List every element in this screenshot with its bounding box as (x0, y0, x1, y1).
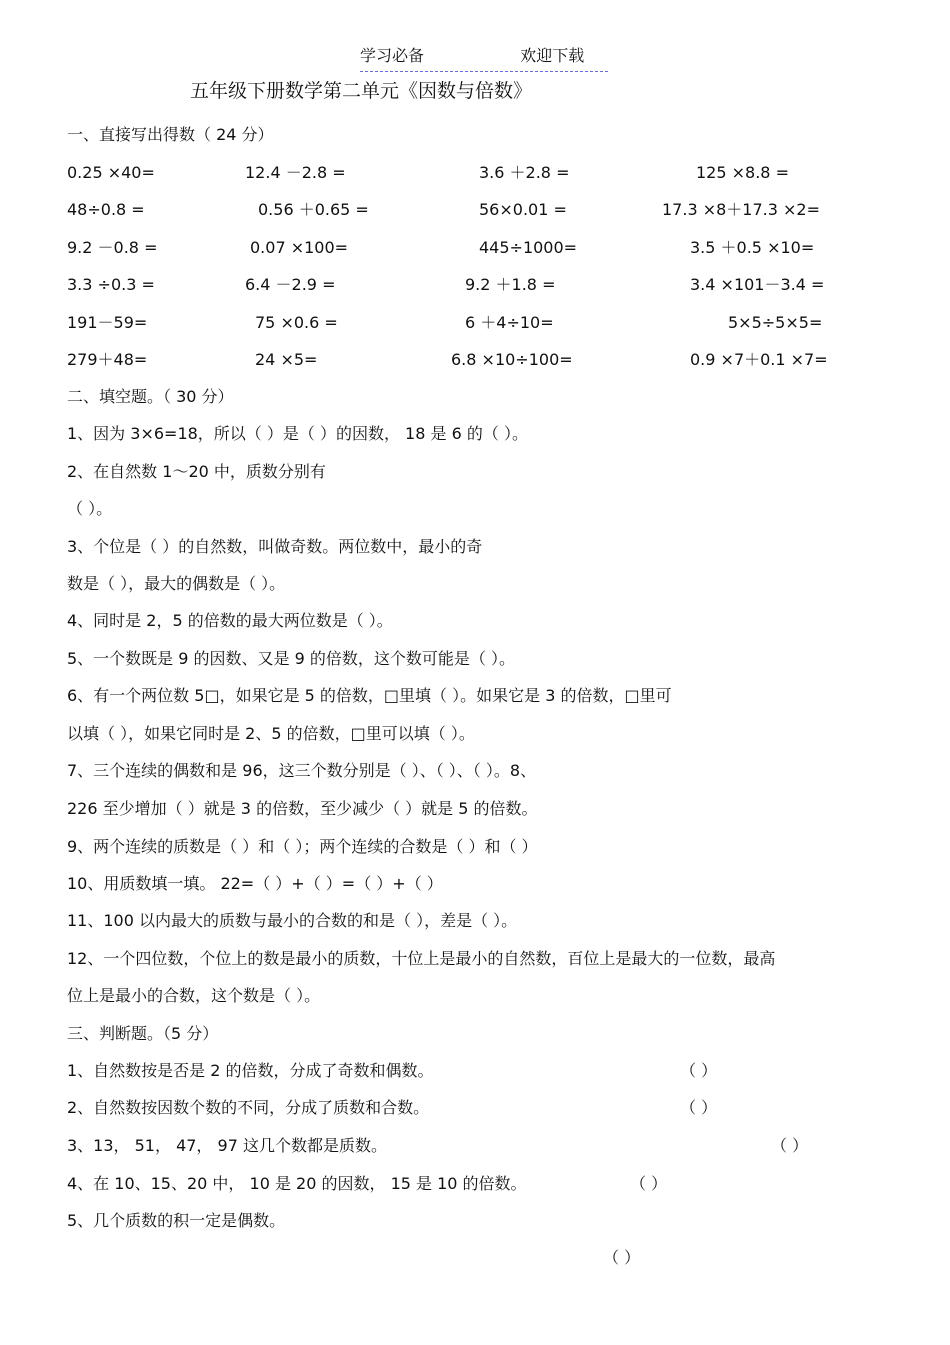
fill-line-16: 位上是最小的合数，这个数是（ ）。 (67, 986, 321, 1005)
calc-item: 6.8 ×10÷100= (451, 350, 573, 369)
fill-line-6: 4、同时是 2，5 的倍数的最大两位数是（ ）。 (67, 611, 393, 630)
fill-line-14: 11、100 以内最大的质数与最小的合数的和是（ ），差是（ ）。 (67, 911, 518, 930)
calc-item: 125 ×8.8 = (696, 163, 789, 182)
fill-line-1: 1、因为 3×6=18，所以（ ）是（ ）的因数， 18 是 6 的（ ）。 (67, 424, 528, 443)
fill-line-9: 以填（ ），如果它同时是 2、5 的倍数，□里可以填（ ）。 (67, 724, 475, 743)
calc-item: 48÷0.8 = (67, 200, 145, 219)
judge-answer-paren-3: （ ） (771, 1136, 809, 1155)
judge-item-4: 4、在 10、15、20 中， 10 是 20 的因数， 15 是 10 的倍数。 (67, 1174, 527, 1193)
calc-item: 3.3 ÷0.3 = (67, 275, 155, 294)
judge-answer-paren-2: （ ） (680, 1098, 718, 1117)
judge-answer-paren-5: （ ） (603, 1248, 641, 1267)
fill-line-4: 3、个位是（ ）的自然数，叫做奇数。两位数中，最小的奇 (67, 537, 483, 556)
calc-item: 9.2 －0.8 = (67, 238, 158, 257)
fill-line-11: 226 至少增加（ ）就是 3 的倍数，至少减少（ ）就是 5 的倍数。 (67, 799, 538, 818)
fill-line-5: 数是（ ），最大的偶数是（ ）。 (67, 574, 286, 593)
judge-answer-paren-1: （ ） (680, 1061, 718, 1080)
calc-item: 3.4 ×101－3.4 = (690, 275, 825, 294)
section3-heading: 三、判断题。（5 分） (67, 1024, 219, 1043)
calc-item: 191－59= (67, 313, 148, 332)
section1-heading: 一、直接写出得数（ 24 分） (67, 125, 274, 144)
judge-item-3: 3、13， 51， 47， 97 这几个数都是质数。 (67, 1136, 387, 1155)
calc-item: 0.56 ＋0.65 = (258, 200, 369, 219)
fill-line-8: 6、有一个两位数 5□，如果它是 5 的倍数，□里填（ ）。如果它是 3 的倍数，□里可 (67, 686, 672, 705)
fill-line-13: 10、用质数填一填。 22=（ ）+（ ）=（ ）+（ ） (67, 874, 443, 893)
fill-line-12: 9、两个连续的质数是（ ）和（ ）；两个连续的合数是（ ）和（ ） (67, 837, 538, 856)
fill-line-3: （ ）。 (67, 499, 113, 518)
calc-item: 75 ×0.6 = (255, 313, 338, 332)
judge-item-1: 1、自然数按是否是 2 的倍数，分成了奇数和偶数。 (67, 1061, 434, 1080)
page-title: 五年级下册数学第二单元《因数与倍数》 (190, 80, 533, 102)
calc-item: 5×5÷5×5= (728, 313, 823, 332)
calc-item: 279＋48= (67, 350, 148, 369)
calc-item: 445÷1000= (479, 238, 578, 257)
calc-item: 17.3 ×8＋17.3 ×2= (662, 200, 821, 219)
calc-item: 0.25 ×40= (67, 163, 155, 182)
calc-item: 6 ＋4÷10= (465, 313, 554, 332)
fill-line-7: 5、一个数既是 9 的因数、又是 9 的倍数，这个数可能是（ ）。 (67, 649, 515, 668)
calc-item: 9.2 ＋1.8 = (465, 275, 556, 294)
fill-line-2: 2、在自然数 1～20 中，质数分别有 (67, 462, 326, 481)
judge-answer-paren-4: （ ） (630, 1174, 668, 1193)
calc-item: 12.4 －2.8 = (245, 163, 346, 182)
fill-line-10: 7、三个连续的偶数和是 96，这三个数分别是（ ）、（ ）、（ ）。8、 (67, 761, 537, 780)
calc-item: 0.9 ×7＋0.1 ×7= (690, 350, 828, 369)
calc-item: 56×0.01 = (479, 200, 567, 219)
section2-heading: 二、填空题。（ 30 分） (67, 387, 234, 406)
judge-item-5: 5、几个质数的积一定是偶数。 (67, 1211, 286, 1230)
calc-item: 24 ×5= (255, 350, 318, 369)
calc-item: 0.07 ×100= (250, 238, 349, 257)
calc-item: 3.6 ＋2.8 = (479, 163, 570, 182)
calc-item: 3.5 ＋0.5 ×10= (690, 238, 815, 257)
fill-line-15: 12、一个四位数，个位上的数是最小的质数，十位上是最小的自然数，百位上是最大的一位数，最高 (67, 949, 776, 968)
calc-item: 6.4 －2.9 = (245, 275, 336, 294)
judge-item-2: 2、自然数按因数个数的不同，分成了质数和合数。 (67, 1098, 430, 1117)
header-left-text: 学习必备 (360, 46, 425, 65)
page-header (360, 43, 608, 72)
header-right-text: 欢迎下载 (520, 46, 585, 65)
